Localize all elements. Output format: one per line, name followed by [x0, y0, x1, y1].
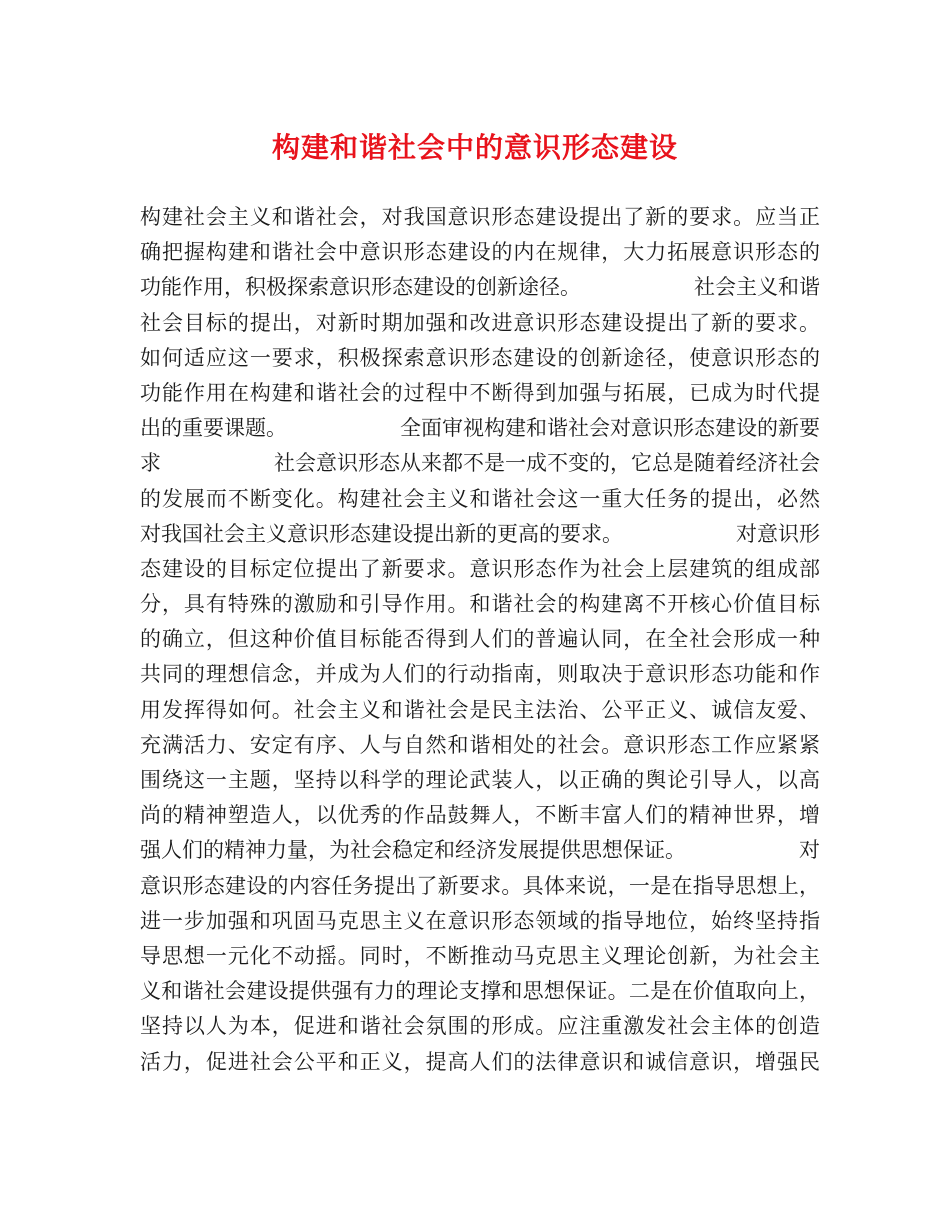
- body-line: 坚持以人为本，促进和谐社会氛围的形成。应注重激发社会主体的创造: [140, 1014, 820, 1039]
- body-line: [140, 270, 820, 305]
- section-gap: [686, 833, 799, 868]
- document-body: [140, 200, 820, 1080]
- body-line: 分，具有特殊的激励和引导作用。和谐社会的构建离不开核心价值目标: [140, 592, 820, 617]
- body-line: 活力，促进社会公平和正义，提高人们的法律意识和诚信意识，增强民: [140, 1049, 820, 1074]
- body-line: 社会目标的提出，对新时期加强和改进意识形态建设提出了新的要求。: [140, 310, 820, 335]
- body-line-segment: 强人们的精神力量，为社会稳定和经济发展提供思想保证。: [140, 838, 686, 863]
- body-line: 进一步加强和巩固马克思主义在意识形态领域的指导地位，始终坚持指: [140, 908, 820, 933]
- body-line-segment: 对: [799, 838, 820, 863]
- body-line: 的发展而不断变化。构建社会主义和谐社会这一重大任务的提出，必然: [140, 486, 820, 511]
- body-line: 如何适应这一要求，积极探索意识形态建设的创新途径，使意识形态的: [140, 345, 820, 370]
- section-gap: [581, 270, 694, 305]
- body-line: [140, 833, 820, 868]
- document-title: 构建和谐社会中的意识形态建设: [271, 131, 678, 164]
- body-line: 义和谐社会建设提供强有力的理论支撑和思想保证。二是在价值取向上，: [140, 979, 820, 1004]
- section-gap: [161, 446, 274, 481]
- body-line: [140, 446, 820, 481]
- body-line: 导思想一元化不动摇。同时，不断推动马克思主义理论创新，为社会主: [140, 943, 820, 968]
- body-line-segment: 出的重要课题。: [140, 416, 287, 441]
- body-line: 用发挥得如何。社会主义和谐社会是民主法治、公平正义、诚信友爱、: [140, 697, 820, 722]
- body-line-segment: 全面审视构建和谐社会对意识形态建设的新要: [400, 416, 820, 441]
- body-line: 充满活力、安定有序、人与自然和谐相处的社会。意识形态工作应紧紧: [140, 732, 820, 757]
- body-line: 尚的精神塑造人，以优秀的作品鼓舞人，不断丰富人们的精神世界，增: [140, 803, 820, 828]
- body-line-segment: 求: [140, 451, 161, 476]
- body-line: [140, 517, 820, 552]
- body-line-segment: 社会主义和谐: [694, 275, 820, 300]
- section-gap: [287, 411, 400, 446]
- body-line-segment: 对意识形: [736, 521, 820, 546]
- body-line: 功能作用在构建和谐社会的过程中不断得到加强与拓展，已成为时代提: [140, 380, 820, 405]
- body-line: 围绕这一主题，坚持以科学的理论武装人，以正确的舆论引导人，以高: [140, 768, 820, 792]
- body-line: 意识形态建设的内容任务提出了新要求。具体来说，一是在指导思想上，: [140, 873, 820, 898]
- section-gap: [623, 517, 736, 552]
- body-line: 的确立，但这种价值目标能否得到人们的普遍认同，在全社会形成一种: [140, 627, 820, 652]
- body-line: 共同的理想信念，并成为人们的行动指南，则取决于意识形态功能和作: [140, 662, 820, 687]
- body-line-segment: 社会意识形态从来都不是一成不变的，它总是随着经济社会: [274, 451, 820, 476]
- body-line: 确把握构建和谐社会中意识形态建设的内在规律，大力拓展意识形态的: [140, 240, 820, 265]
- body-line: 构建社会主义和谐社会，对我国意识形态建设提出了新的要求。应当正: [140, 205, 820, 229]
- body-line: 态建设的目标定位提出了新要求。意识形态作为社会上层建筑的组成部: [140, 556, 820, 581]
- body-line-segment: 对我国社会主义意识形态建设提出新的更高的要求。: [140, 521, 623, 546]
- body-line: [140, 411, 820, 446]
- body-line-segment: 功能作用，积极探索意识形态建设的创新途径。: [140, 275, 581, 300]
